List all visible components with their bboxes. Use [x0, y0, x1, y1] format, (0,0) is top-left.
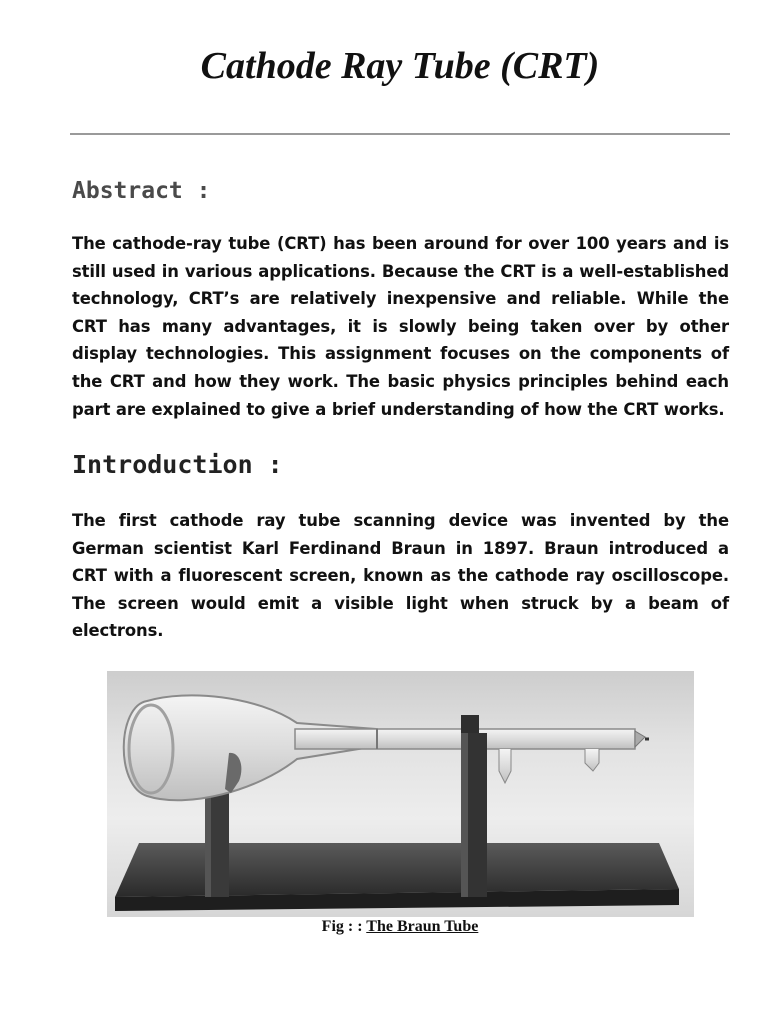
introduction-paragraph: The first cathode ray tube scanning device was invented by the German scientist Karl Ferdinand Braun in 1897. Braun introduced a CRT with a fluorescent screen, known as the cathode ray oscilloscope. The screen would emit a visible light when struck by a beam of electrons. [72, 511, 729, 641]
caption-prefix: Fig : : [321, 918, 363, 935]
abstract-heading: Abstract : [72, 178, 211, 204]
right-support [461, 715, 479, 733]
introduction-heading: Introduction : [72, 450, 283, 479]
title-divider [70, 133, 730, 135]
figure-caption [0, 918, 768, 936]
abstract-paragraph: The cathode-ray tube (CRT) has been around for over 100 years and is still used in various applications. Because the CRT is a well-established technology, CRT’s are relatively inexpensive and reliable. While the CRT has many advantages, it is slowly being taken over by other display technologies. This assignment focuses on the components of the CRT and how they work. The basic physics principles behind each part are explained to give a brief understanding of how the CRT works. [72, 234, 729, 419]
braun-tube-figure [107, 671, 694, 917]
caption-title: The Braun Tube [366, 918, 479, 935]
wooden-base [115, 843, 679, 897]
braun-tube-photo-icon [107, 671, 694, 917]
document-title: Cathode Ray Tube (CRT) [200, 45, 600, 87]
